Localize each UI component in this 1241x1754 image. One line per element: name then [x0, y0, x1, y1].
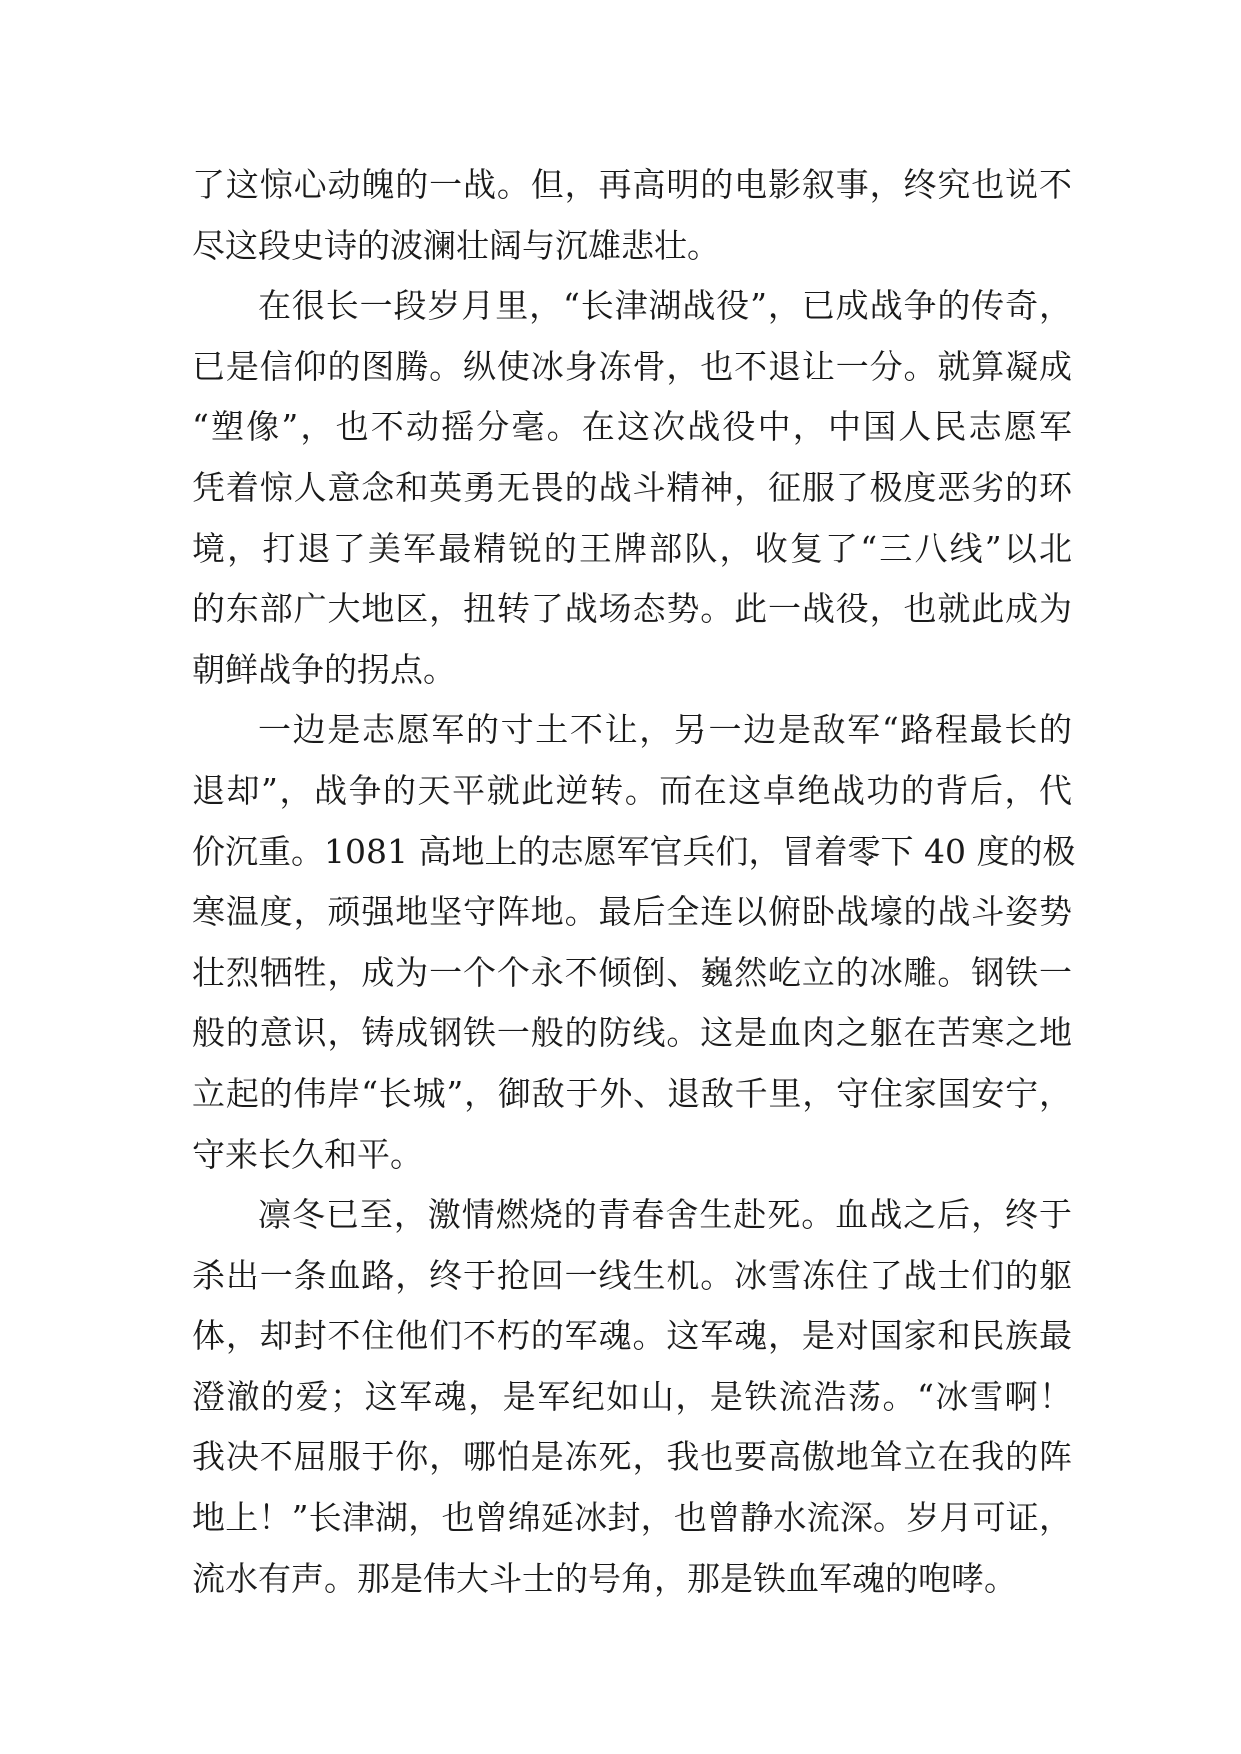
text-line: 尽这段史诗的波澜壮阔与沉雄悲壮。: [192, 225, 720, 265]
text-line: 流水有声。那是伟大斗士的号角，那是铁血军魂的咆哮。: [192, 1558, 1017, 1598]
text-line: 在很长一段岁月里，“长津湖战役”，已成战争的传奇，: [258, 286, 1072, 326]
text-line: 了这惊心动魄的一战。但，再高明的电影叙事，终究也说不: [192, 165, 1072, 204]
text-line: 澄澈的爱；这军魂，是军纪如山，是铁流浩荡。“冰雪啊！: [192, 1376, 1072, 1416]
text-line: 凭着惊人意念和英勇无畏的战斗精神，征服了极度恶劣的环: [192, 467, 1072, 507]
text-line: 体，却封不住他们不朽的军魂。这军魂，是对国家和民族最: [192, 1316, 1072, 1356]
text-line: 一边是志愿军的寸土不让，另一边是敌军“路程最长的: [258, 710, 1072, 750]
text-line: 退却”，战争的天平就此逆转。而在这卓绝战功的背后，代: [192, 770, 1072, 810]
text-line: 的东部广大地区，扭转了战场态势。此一战役，也就此成为: [192, 589, 1072, 629]
text-line: 境，打退了美军最精锐的王牌部队，收复了“三八线”以北: [192, 528, 1072, 568]
text-line: “塑像”，也不动摇分毫。在这次战役中，中国人民志愿军: [192, 407, 1072, 447]
text-line: 立起的伟岸“长城”，御敌于外、退敌千里，守住家国安宁，: [192, 1073, 1072, 1113]
text-line: 壮烈牺牲，成为一个个永不倾倒、巍然屹立的冰雕。钢铁一: [192, 952, 1072, 992]
text-line: 地上！”长津湖，也曾绵延冰封，也曾静水流深。岁月可证，: [192, 1498, 1072, 1538]
text-line: 守来长久和平。: [192, 1134, 423, 1174]
text-line: 价沉重。1081 高地上的志愿军官兵们，冒着零下 40 度的极: [192, 831, 1076, 871]
text-line: 已是信仰的图腾。纵使冰身冻骨，也不退让一分。就算凝成: [192, 346, 1072, 386]
text-line: 杀出一条血路，终于抢回一线生机。冰雪冻住了战士们的躯: [192, 1255, 1072, 1295]
text-line: 寒温度，顽强地坚守阵地。最后全连以俯卧战壕的战斗姿势: [192, 892, 1072, 932]
text-line: 般的意识，铸成钢铁一般的防线。这是血肉之躯在苦寒之地: [192, 1013, 1072, 1053]
text-line: 凛冬已至，激情燃烧的青春舍生赴死。血战之后，终于: [258, 1195, 1072, 1235]
text-line: 我决不屈服于你，哪怕是冻死，我也要高傲地耸立在我的阵: [192, 1437, 1072, 1477]
text-line: 朝鲜战争的拐点。: [192, 649, 456, 689]
article-body: [192, 155, 1076, 1609]
